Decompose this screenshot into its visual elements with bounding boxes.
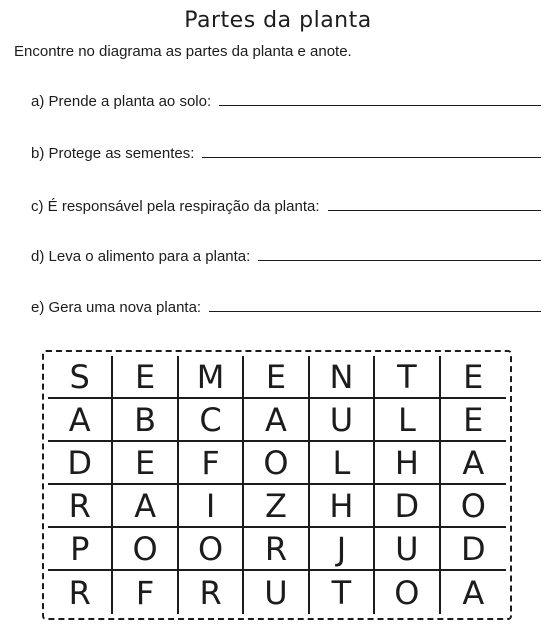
grid-cell[interactable]: A xyxy=(48,399,113,442)
answer-line-a[interactable] xyxy=(219,105,541,106)
grid-cell[interactable]: A xyxy=(441,442,506,485)
grid-cell[interactable]: E xyxy=(441,399,506,442)
grid-cell[interactable]: A xyxy=(462,573,485,612)
grid-cell[interactable]: N xyxy=(310,356,375,399)
question-a xyxy=(31,88,541,110)
grid-cell[interactable]: O xyxy=(441,485,506,528)
grid-cell[interactable]: C xyxy=(179,399,244,442)
grid-cell[interactable]: S xyxy=(48,356,113,399)
answer-line-e[interactable] xyxy=(209,311,541,312)
grid-cell[interactable]: H xyxy=(375,442,440,485)
word-search-grid xyxy=(48,356,506,614)
grid-cell[interactable]: U xyxy=(244,571,309,614)
question-b-text: b) Protege as sementes: xyxy=(31,145,195,162)
grid-cell[interactable]: D xyxy=(441,528,506,571)
grid-cell[interactable]: A xyxy=(113,485,178,528)
grid-cell[interactable]: D xyxy=(48,442,113,485)
instruction-text: Encontre no diagrama as partes da planta e anote. xyxy=(14,43,352,60)
grid-cell[interactable]: Z xyxy=(244,485,309,528)
grid-cell[interactable]: E xyxy=(113,356,178,399)
grid-cell[interactable]: E xyxy=(113,442,178,485)
grid-cell[interactable]: J xyxy=(310,528,375,571)
grid-cell[interactable]: R xyxy=(48,571,113,614)
answer-line-c[interactable] xyxy=(328,210,541,211)
page-title: Partes da planta xyxy=(184,8,372,33)
grid-cell[interactable]: R xyxy=(244,528,309,571)
grid-cell[interactable]: P xyxy=(48,528,113,571)
grid-cell[interactable]: O xyxy=(113,528,178,571)
word-search-frame xyxy=(42,350,512,620)
grid-cell[interactable]: R xyxy=(179,571,244,614)
question-c-text: c) É responsável pela respiração da planta: xyxy=(31,198,320,215)
question-d xyxy=(31,243,541,265)
question-c xyxy=(31,193,541,215)
grid-cell[interactable]: R xyxy=(48,485,113,528)
grid-cell[interactable]: O xyxy=(179,528,244,571)
grid-cell[interactable]: M xyxy=(179,356,244,399)
grid-cell[interactable]: O xyxy=(375,571,440,614)
answer-line-d[interactable] xyxy=(258,260,541,261)
answer-line-b[interactable] xyxy=(202,157,541,158)
grid-cell[interactable]: E xyxy=(244,356,309,399)
grid-cell[interactable]: O xyxy=(244,442,309,485)
question-e xyxy=(31,294,541,316)
grid-cell[interactable]: H xyxy=(310,485,375,528)
question-b xyxy=(31,140,541,162)
grid-cell[interactable]: A xyxy=(244,399,309,442)
grid-cell[interactable]: U xyxy=(375,528,440,571)
question-d-text: d) Leva o alimento para a planta: xyxy=(31,248,251,265)
grid-cell[interactable]: T xyxy=(310,571,375,614)
grid-cell[interactable]: E xyxy=(441,356,506,399)
grid-cell[interactable]: T xyxy=(375,356,440,399)
question-a-text: a) Prende a planta ao solo: xyxy=(31,93,212,110)
grid-cell[interactable]: F xyxy=(113,571,178,614)
grid-cell[interactable]: F xyxy=(179,442,244,485)
grid-cell[interactable]: B xyxy=(113,399,178,442)
grid-cell[interactable]: L xyxy=(310,442,375,485)
grid-cell[interactable]: U xyxy=(310,399,375,442)
grid-cell[interactable]: D xyxy=(375,485,440,528)
grid-cell[interactable]: I xyxy=(179,485,244,528)
question-e-text: e) Gera uma nova planta: xyxy=(31,299,202,316)
grid-cell[interactable]: L xyxy=(375,399,440,442)
